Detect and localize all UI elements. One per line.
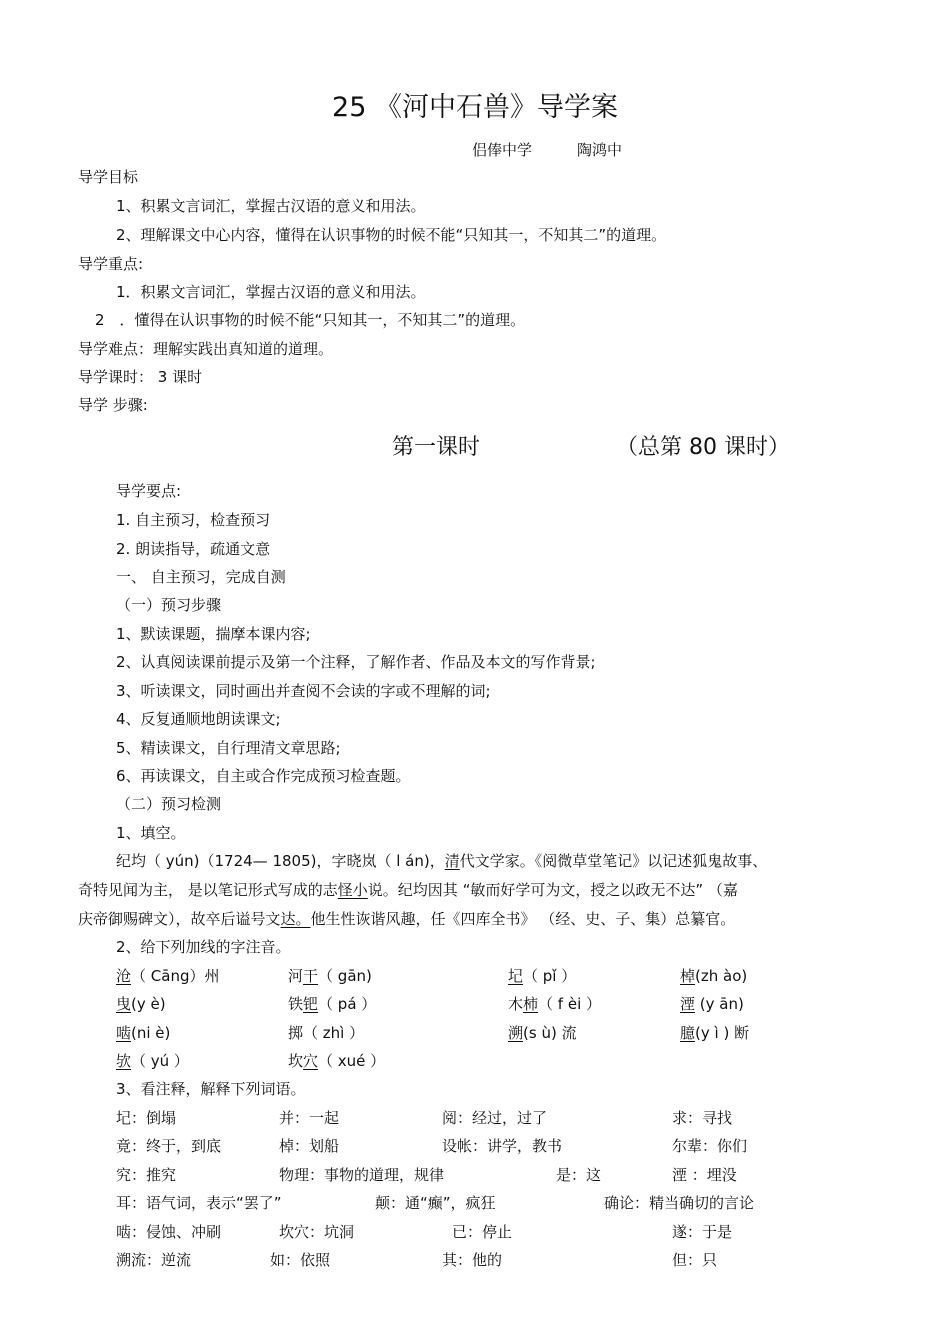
gloss-term: 是：这 bbox=[556, 1166, 602, 1184]
pinyin-char: 欤 bbox=[116, 1052, 132, 1070]
pinyin-reading: （ pǐ ） bbox=[523, 967, 577, 985]
gloss-term: 其：他的 bbox=[442, 1251, 503, 1269]
goals-heading: 导学目标 bbox=[78, 168, 139, 186]
hours-line: 导学课时： 3 课时 bbox=[78, 368, 203, 386]
pinyin-char: 干 bbox=[303, 967, 319, 985]
pinyin-item bbox=[288, 1026, 364, 1041]
pinyin-reading: （ zhì ） bbox=[303, 1024, 365, 1042]
part-heading: 一、 自主预习，完成自测 bbox=[116, 568, 286, 586]
difficulty-line: 导学难点：理解实践出真知道的道理。 bbox=[78, 340, 334, 358]
paragraph-text: 代文学家。《阅微草堂笔记》以记述狐鬼故事、 bbox=[459, 852, 768, 870]
question-1: 1、填空。 bbox=[116, 824, 186, 842]
steps-line: 导学 步骤: bbox=[78, 396, 148, 414]
pinyin-item bbox=[680, 997, 744, 1012]
pinyin-char: 溯 bbox=[508, 1024, 524, 1042]
pinyin-reading: （ xué ） bbox=[318, 1052, 386, 1070]
gloss-term: 竟：终于，到底 bbox=[116, 1137, 222, 1155]
gloss-term: 求：寻找 bbox=[672, 1109, 733, 1127]
gloss-term: 物理：事物的道理，规律 bbox=[279, 1166, 445, 1184]
pinyin-item bbox=[680, 969, 747, 984]
underlined-word: 达。 bbox=[280, 910, 311, 928]
gloss-term: 溯流：逆流 bbox=[116, 1251, 192, 1269]
prep-step: 1、默读课题，揣摩本课内容; bbox=[116, 625, 311, 643]
pinyin-item bbox=[288, 997, 376, 1012]
pinyin-char: 臆 bbox=[680, 1024, 696, 1042]
sub-heading: （一）预习步骤 bbox=[116, 596, 222, 614]
question-3: 3、看注释，解释下列词语。 bbox=[116, 1080, 306, 1098]
pinyin-char: 曳 bbox=[116, 995, 132, 1013]
paragraph-line-3 bbox=[78, 912, 735, 927]
paragraph-line-1 bbox=[116, 854, 767, 869]
underlined-word: 清 bbox=[444, 852, 460, 870]
paragraph-text: 庆帝御赐碑文），故卒后谥号文 bbox=[78, 910, 281, 928]
pinyin-reading: (zh ào) bbox=[695, 967, 748, 985]
point-item: 2. 朗读指导，疏通文意 bbox=[116, 540, 271, 558]
prep-step: 5、精读课文，自行理清文章思路; bbox=[116, 739, 341, 757]
gloss-term: 并：一起 bbox=[279, 1109, 340, 1127]
pinyin-item bbox=[116, 1054, 189, 1069]
pinyin-char: 啮 bbox=[116, 1024, 132, 1042]
pinyin-item bbox=[508, 997, 601, 1012]
paragraph-line-2 bbox=[78, 883, 738, 898]
pinyin-reading: （ pá ） bbox=[318, 995, 377, 1013]
section-total: （总第 80 课时） bbox=[616, 435, 790, 460]
pinyin-char: 钯 bbox=[303, 995, 319, 1013]
pinyin-item bbox=[116, 969, 219, 984]
gloss-term: 如：依照 bbox=[270, 1251, 331, 1269]
gloss-term: 阅：经过，过了 bbox=[442, 1109, 548, 1127]
sub-heading: （二）预习检测 bbox=[116, 795, 222, 813]
gloss-term: 究：推究 bbox=[116, 1166, 177, 1184]
pinyin-item bbox=[508, 969, 576, 984]
gloss-term: 坎穴：坑洞 bbox=[279, 1223, 355, 1241]
question-2: 2、给下列加线的字注音。 bbox=[116, 938, 291, 956]
paragraph-text: 纪均（ yún)（1724— 1805)，字晓岚（ l án)， bbox=[116, 852, 445, 870]
goal-item: 1、积累文言词汇，掌握古汉语的意义和用法。 bbox=[116, 197, 426, 215]
pinyin-char: 柿 bbox=[523, 995, 539, 1013]
author-name: 陶鸿中 bbox=[577, 141, 623, 159]
gloss-term: 湮 ：埋没 bbox=[672, 1166, 737, 1184]
page-title: 25 《河中石兽》导学案 bbox=[332, 92, 618, 123]
gloss-term: 尔辈：你们 bbox=[672, 1137, 748, 1155]
gloss-term: 确论：精当确切的言论 bbox=[604, 1194, 755, 1212]
pinyin-reading: (ni è) bbox=[131, 1024, 171, 1042]
pinyin-item bbox=[680, 1026, 749, 1041]
pinyin-char: 湮 bbox=[680, 995, 696, 1013]
pinyin-reading: (s ù) 流 bbox=[523, 1024, 577, 1042]
pinyin-char: 棹 bbox=[680, 967, 696, 985]
pinyin-item bbox=[116, 1026, 170, 1041]
pinyin-reading: （ f èi ） bbox=[538, 995, 602, 1013]
pinyin-item bbox=[288, 1054, 385, 1069]
paragraph-text: 奇特见闻为主， 是以笔记形式写成的志 bbox=[78, 881, 338, 899]
gloss-term: 但：只 bbox=[672, 1251, 718, 1269]
pinyin-item bbox=[508, 1026, 577, 1041]
gloss-term: 啮：侵蚀、冲刷 bbox=[116, 1223, 222, 1241]
pinyin-reading: (y ān) bbox=[695, 995, 744, 1013]
author-school: 侣俸中学 bbox=[472, 141, 533, 159]
prep-step: 3、听读课文，同时画出并查阅不会读的字或不理解的词; bbox=[116, 682, 491, 700]
gloss-term: 棹：划船 bbox=[279, 1137, 340, 1155]
pinyin-prefix: 铁 bbox=[288, 995, 304, 1013]
gloss-term: 颠：通“癫”，疯狂 bbox=[375, 1194, 496, 1212]
pinyin-char: 穴 bbox=[303, 1052, 319, 1070]
gloss-term: 圮：倒塌 bbox=[116, 1109, 177, 1127]
paragraph-text: 他生性诙谐风趣，任《四库全书》 （经、史、子、集）总纂官。 bbox=[310, 910, 736, 928]
key-heading: 导学重点: bbox=[78, 255, 144, 273]
gloss-term: 耳：语气词，表示“罢了” bbox=[116, 1194, 282, 1212]
gloss-term: 已：停止 bbox=[452, 1223, 513, 1241]
pinyin-reading: (y ì ) 断 bbox=[695, 1024, 750, 1042]
prep-step: 6、再读课文，自主或合作完成预习检查题。 bbox=[116, 767, 411, 785]
gloss-term: 遂：于是 bbox=[672, 1223, 733, 1241]
goal-item: 2、理解课文中心内容，懂得在认识事物的时候不能“只知其一，不知其二”的道理。 bbox=[116, 226, 667, 244]
pinyin-item bbox=[116, 997, 166, 1012]
pinyin-reading: (y è) bbox=[131, 995, 166, 1013]
pinyin-prefix: 木 bbox=[508, 995, 524, 1013]
prep-step: 4、反复通顺地朗读课文; bbox=[116, 710, 281, 728]
key-item: 1．积累文言词汇，掌握古汉语的意义和用法。 bbox=[116, 283, 426, 301]
pinyin-char: 沧 bbox=[116, 967, 132, 985]
section-title: 第一课时 bbox=[392, 435, 481, 460]
points-heading: 导学要点: bbox=[116, 482, 182, 500]
pinyin-prefix: 坎 bbox=[288, 1052, 304, 1070]
pinyin-char: 圮 bbox=[508, 967, 524, 985]
point-item: 1. 自主预习，检查预习 bbox=[116, 511, 271, 529]
gloss-term: 设帐：讲学，教书 bbox=[442, 1137, 563, 1155]
paragraph-text: 说。纪均因其 “敏而好学可为文，授之以政无不达” （嘉 bbox=[367, 881, 738, 899]
pinyin-reading: （ yú ） bbox=[131, 1052, 189, 1070]
pinyin-reading: （ gān) bbox=[318, 967, 372, 985]
prep-step: 2、认真阅读课前提示及第一个注释，了解作者、作品及本文的写作背景; bbox=[116, 653, 596, 671]
pinyin-prefix: 河 bbox=[288, 967, 304, 985]
pinyin-prefix: 掷 bbox=[288, 1024, 304, 1042]
pinyin-reading: （ Cāng）州 bbox=[131, 967, 220, 985]
pinyin-item bbox=[288, 969, 372, 984]
underlined-word: 怪小 bbox=[337, 881, 368, 899]
key-item: 2 ．懂得在认识事物的时候不能“只知其一，不知其二”的道理。 bbox=[95, 311, 526, 329]
